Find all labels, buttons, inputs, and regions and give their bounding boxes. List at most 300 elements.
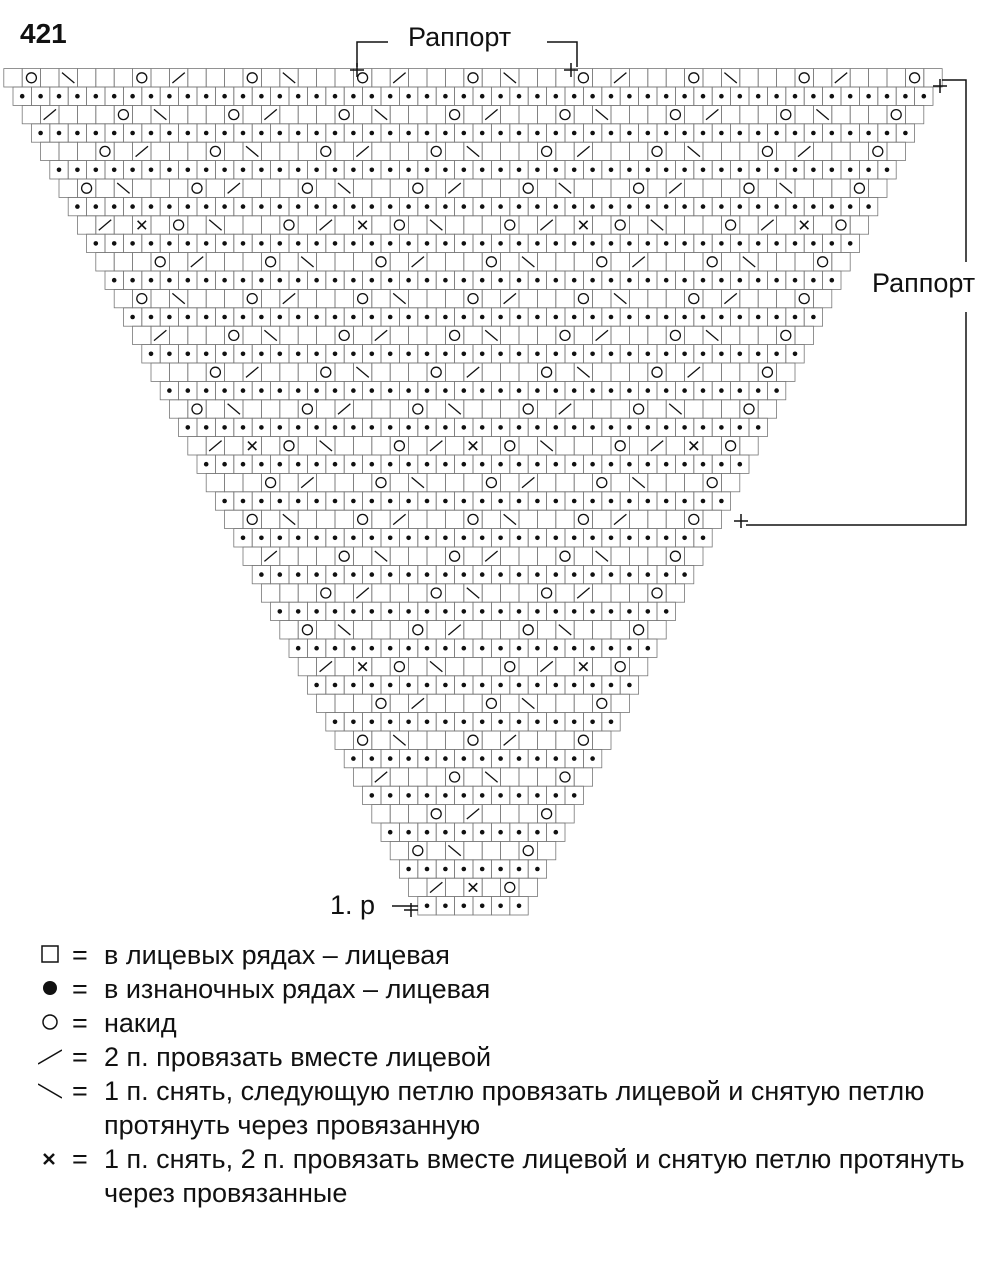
dot-icon [609,388,614,393]
chart-cell [188,69,206,87]
dot-icon [848,168,853,173]
dot-icon [186,278,191,283]
dot-icon [498,204,503,209]
chart-cell [335,657,353,675]
circle-icon [781,110,791,120]
dot-icon [351,425,356,430]
dot-icon [609,646,614,651]
circle-icon [578,514,588,524]
chart-cell [758,179,776,197]
chart-cell [519,584,537,602]
chart-cell [685,289,703,307]
dot-icon [351,609,356,614]
chart-cell [740,363,758,381]
circle-icon [523,625,533,635]
backslash-icon [540,441,552,451]
dot-icon [406,241,411,246]
chart-cell [648,510,666,528]
dot-icon [830,278,835,283]
dot-icon [738,425,743,430]
chart-cell [593,731,611,749]
dot-icon [296,204,301,209]
dot-icon [462,572,467,577]
chart-cell [519,142,537,160]
chart-cell [721,437,739,455]
dot-icon [167,131,172,136]
dot-icon [572,609,577,614]
circle-icon [450,772,460,782]
circle-icon [431,367,441,377]
legend-item [28,938,988,972]
dot-icon [443,683,448,688]
dot-icon [480,315,485,320]
dot-icon [314,278,319,283]
chart-cell [850,69,868,87]
dot-icon [590,425,595,430]
chart-cell [666,216,684,234]
chart-cell [519,289,537,307]
dot-icon [314,536,319,541]
dot-icon [406,204,411,209]
slash-icon [209,441,221,451]
dot-icon [664,499,669,504]
chart-cell [409,105,427,123]
dot-icon [462,683,467,688]
slash-icon [99,220,111,230]
circle-icon [431,146,441,156]
chart-cell [445,768,463,786]
dot-icon [259,94,264,99]
chart-cell [298,657,316,675]
chart-cell [280,437,298,455]
dot-icon [314,462,319,467]
dot-icon [646,462,651,467]
chart-cell [482,657,500,675]
dot-icon [333,720,338,725]
chart-cell [353,731,371,749]
dot-icon [186,352,191,357]
chart-cell [188,142,206,160]
chart-cell [501,253,519,271]
chart-cell [390,473,408,491]
circle-icon [560,551,570,561]
circle-icon [376,478,386,488]
circle-icon [339,551,349,561]
chart-cell [887,69,905,87]
circle-icon [523,183,533,193]
chart-cell [501,584,519,602]
dot-icon [830,94,835,99]
chart-cell [335,694,353,712]
dot-icon [627,646,632,651]
chart-cell [519,105,537,123]
dot-icon [462,462,467,467]
dot-icon [554,646,559,651]
circle-icon [707,257,717,267]
chart-cell [629,584,647,602]
dot-icon [443,94,448,99]
dot-icon [186,204,191,209]
chart-cell [280,216,298,234]
chart-cell [501,326,519,344]
chart-cell [353,253,371,271]
chart-cell [298,105,316,123]
chart-cell [353,473,371,491]
backslash-icon [320,441,332,451]
chart-cell [721,105,739,123]
dot-icon [590,536,595,541]
chart-cell [188,289,206,307]
chart-cell [390,105,408,123]
circle-icon [873,146,883,156]
chart-cell [390,437,408,455]
chart-cell [317,142,335,160]
chart-cell [427,694,445,712]
dot-icon [351,646,356,651]
legend-item [28,972,988,1006]
dot-icon [572,462,577,467]
chart-cell [869,105,887,123]
dot-icon [480,388,485,393]
dot-icon [462,609,467,614]
slash-icon [136,146,148,156]
dot-icon [535,94,540,99]
chart-cell [409,768,427,786]
dot-icon [167,168,172,173]
legend-item [28,1074,988,1142]
slash-icon [669,183,681,193]
chart-cell [353,400,371,418]
chart-cell [482,510,500,528]
dot-icon [682,352,687,357]
chart-cell [133,289,151,307]
dot-icon [388,646,393,651]
dot-icon [590,388,595,393]
dot-icon [167,315,172,320]
dot-icon [149,352,154,357]
dot-icon [664,94,669,99]
dot-icon [572,425,577,430]
dot-icon [388,425,393,430]
dot-icon [701,352,706,357]
dot-icon [388,499,393,504]
dot-icon [701,94,706,99]
circle-icon [689,73,699,83]
chart-cell [225,253,243,271]
chart-cell [151,216,169,234]
dot-icon [609,94,614,99]
chart-cell [372,69,390,87]
dot-icon [572,646,577,651]
chart-cell [813,289,831,307]
dot-icon [609,425,614,430]
dot-icon [443,388,448,393]
slash-icon [761,220,773,230]
chart-cell [298,437,316,455]
chart-cell [685,253,703,271]
chart-cell [96,253,114,271]
dot-icon [241,388,246,393]
dot-icon [57,131,62,136]
chart-cell [685,216,703,234]
chart-cell [133,105,151,123]
dot-icon [554,278,559,283]
chart-cell [593,400,611,418]
slash-icon [724,293,736,303]
dot-icon [719,131,724,136]
dot-icon [848,94,853,99]
chart-cell [850,142,868,160]
chart-cell [519,326,537,344]
chart-cell [243,547,261,565]
chart-cell [574,768,592,786]
backslash-icon [301,257,313,267]
dot-icon [278,425,283,430]
dot-icon [167,352,172,357]
chart-cell [133,69,151,87]
chart-cell [501,694,519,712]
chart-cell [335,731,353,749]
dot-icon [719,278,724,283]
circle-icon [302,183,312,193]
dot-icon [351,572,356,577]
circle-icon [523,404,533,414]
chart-cell [41,69,59,87]
dot-icon [425,683,430,688]
dot-icon [793,315,798,320]
dot-icon [388,131,393,136]
dot-icon [370,646,375,651]
chart-cell [427,731,445,749]
dot-icon [738,388,743,393]
chart-cell [96,69,114,87]
chart-cell [777,69,795,87]
dot-icon [333,683,338,688]
chart-cell [445,216,463,234]
dot-icon [719,168,724,173]
chart-cell [611,437,629,455]
chart-cell [445,731,463,749]
dot-icon [609,572,614,577]
dot-icon [646,131,651,136]
chart-cell [353,547,371,565]
dot-icon [498,867,503,872]
legend-equals: = [72,974,88,1004]
circle-icon [891,110,901,120]
circle-icon [597,257,607,267]
dot-icon [480,278,485,283]
chart-cell [574,621,592,639]
chart-cell [869,179,887,197]
chart-cell [721,363,739,381]
chart-cell [666,69,684,87]
dot-icon [388,388,393,393]
dot-icon [167,278,172,283]
chart-cell [574,437,592,455]
dot-icon [682,278,687,283]
slash-icon [448,183,460,193]
chart-cell [648,363,666,381]
dot-icon [296,352,301,357]
chart-cell [390,179,408,197]
dot-icon [333,646,338,651]
dot-icon [130,168,135,173]
chart-cell [409,584,427,602]
chart-cell [133,253,151,271]
backslash-icon [485,772,497,782]
dot-icon [425,793,430,798]
dot-icon [664,315,669,320]
dot-icon [701,462,706,467]
dot-icon [278,131,283,136]
slash-icon [393,73,405,83]
chart-cell [390,363,408,381]
circle-icon [542,146,552,156]
chart-cell [243,400,261,418]
circle-icon [542,367,552,377]
dot-icon [590,462,595,467]
dot-icon [462,94,467,99]
dot-icon [627,241,632,246]
dot-icon [406,168,411,173]
dot-icon [278,388,283,393]
dot-icon [351,536,356,541]
dot-icon [646,278,651,283]
chart-cell [298,69,316,87]
dot-icon [296,315,301,320]
chart-cell [261,289,279,307]
dot-icon [517,572,522,577]
dot-icon [738,204,743,209]
chart-cell [593,584,611,602]
dot-icon [590,646,595,651]
chart-cell [777,216,795,234]
chart-cell [169,142,187,160]
chart-cell [169,216,187,234]
chart-cell [409,510,427,528]
dot-icon [701,536,706,541]
chart-cell [317,621,335,639]
backslash-icon [393,293,405,303]
circle-icon [38,1010,62,1034]
chart-cell [261,584,279,602]
chart-cell [445,363,463,381]
backslash-icon [412,477,424,487]
dot-icon [535,241,540,246]
dot-icon [609,168,614,173]
dot-icon [241,168,246,173]
legend-text: 1 п. снять, 2 п. провязать вместе лицевой и снятую петлю протянуть через провязанные [104,1144,965,1208]
dot-icon [314,315,319,320]
dot-icon [388,609,393,614]
chart-cell [317,510,335,528]
circle-icon [358,73,368,83]
chart-cell [464,216,482,234]
circle-icon [376,257,386,267]
dot-icon [756,131,761,136]
dot-icon [443,204,448,209]
circle-icon [689,514,699,524]
dot-icon [517,904,522,909]
dot-icon [627,499,632,504]
dot-icon [278,609,283,614]
chart-cell [519,69,537,87]
circle-icon [762,367,772,377]
dot-icon [462,388,467,393]
chart-cell [501,805,519,823]
chart-cell [114,253,132,271]
dot-icon [443,720,448,725]
circle-icon [229,110,239,120]
chart-cell [482,621,500,639]
chart-cell [353,437,371,455]
dot-icon [756,352,761,357]
chart-cell [519,547,537,565]
circle-icon [836,220,846,230]
dot-icon [811,315,816,320]
circle-icon [781,330,791,340]
chart-cell [390,253,408,271]
chart-cell [795,253,813,271]
dot-icon [793,204,798,209]
chart-cell [298,400,316,418]
chart-cell [648,400,666,418]
circle-icon [634,183,644,193]
dot-icon [425,499,430,504]
dot-icon [370,131,375,136]
plus-marker [350,63,364,77]
dot-icon [738,352,743,357]
dot-icon [719,352,724,357]
chart-cell [188,363,206,381]
chart-cell [372,805,390,823]
dot-icon [572,720,577,725]
dot-icon [462,536,467,541]
chart-cell [556,547,574,565]
chart-cell [629,105,647,123]
dot-icon [646,315,651,320]
dot-icon [498,425,503,430]
chart-cell [519,437,537,455]
dot-icon [462,315,467,320]
dot-icon [314,683,319,688]
legend-text: 2 п. провязать вместе лицевой [104,1042,492,1072]
chart-cell [869,142,887,160]
dot-icon [848,131,853,136]
dot-icon [682,462,687,467]
dot-icon [517,793,522,798]
backslash-icon [485,330,497,340]
chart-cell [666,584,684,602]
chart-cell [611,584,629,602]
chart-cell [280,105,298,123]
chart-cell [280,547,298,565]
dot-icon [241,352,246,357]
dot-icon [130,241,135,246]
dot-icon [333,572,338,577]
dot-icon [811,168,816,173]
dot-icon [149,241,154,246]
dot-icon [204,352,209,357]
circle-icon [321,146,331,156]
chart-cell [96,142,114,160]
chart-cell [648,584,666,602]
dot-icon [498,131,503,136]
dot-icon [425,756,430,761]
dot-icon [130,204,135,209]
dot-icon [222,425,227,430]
chart-cell [445,69,463,87]
